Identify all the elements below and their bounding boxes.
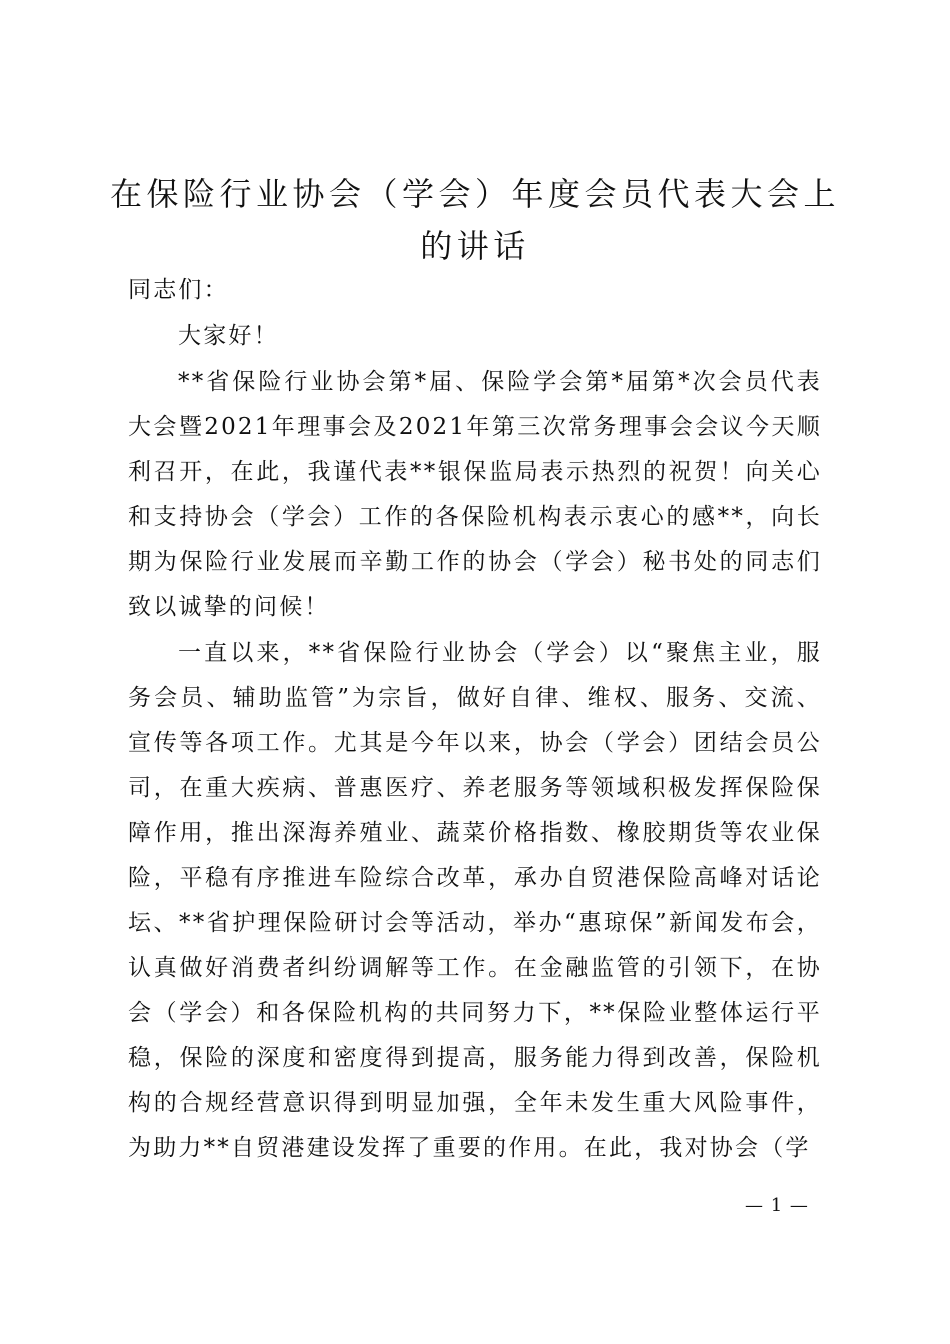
page-number: — 1 — (745, 1195, 809, 1216)
document-title: 在保险行业协会（学会）年度会员代表大会上的讲话 (110, 175, 841, 265)
paragraph-achievements: 一直以来，**省保险行业协会（学会）以“聚焦主业，服务会员、辅助监管”为宗旨，做好自律、维权、服务、交流、宣传等各项工作。尤其是今年以来，协会（学会）团结会员公司，在重大疾病、普惠医疗、养老服务等领域积极发挥保险保障作用，推出深海养殖业、蔬菜价格指数、橡胶期货等农业保险，平稳有序推进车险综合改革，承办自贸港保险高峰对话论坛、**省护理保险研讨会等活动，举办“惠琼保”新闻发布会，认真做好消费者纠纷调解等工作。在金融监管的引领下，在协会（学会）和各保险机构的共同努力下，**保险业整体运行平稳，保险的深度和密度得到提高，服务能力得到改善，保险机构的合规经营意识得到明显加强，全年未发生重大风险事件，为助力**自贸港建设发挥了重要的作用。在此，我对协会（学 (128, 640, 822, 1161)
paragraph-greeting: 大家好！ (178, 323, 279, 349)
salutation: 同志们： (128, 277, 229, 303)
document-body (128, 268, 822, 1172)
paragraph-congratulations: **省保险行业协会第*届、保险学会第*届第*次会员代表大会暨2021年理事会及2021年第三次常务理事会会议今天顺利召开，在此，我谨代表**银保监局表示热烈的祝贺！向关心和支持协会（学会）工作的各保险机构表示衷心的感**，向长期为保险行业发展而辛勤工作的协会（学会）秘书处的同志们致以诚挚的问候！ (128, 369, 822, 620)
